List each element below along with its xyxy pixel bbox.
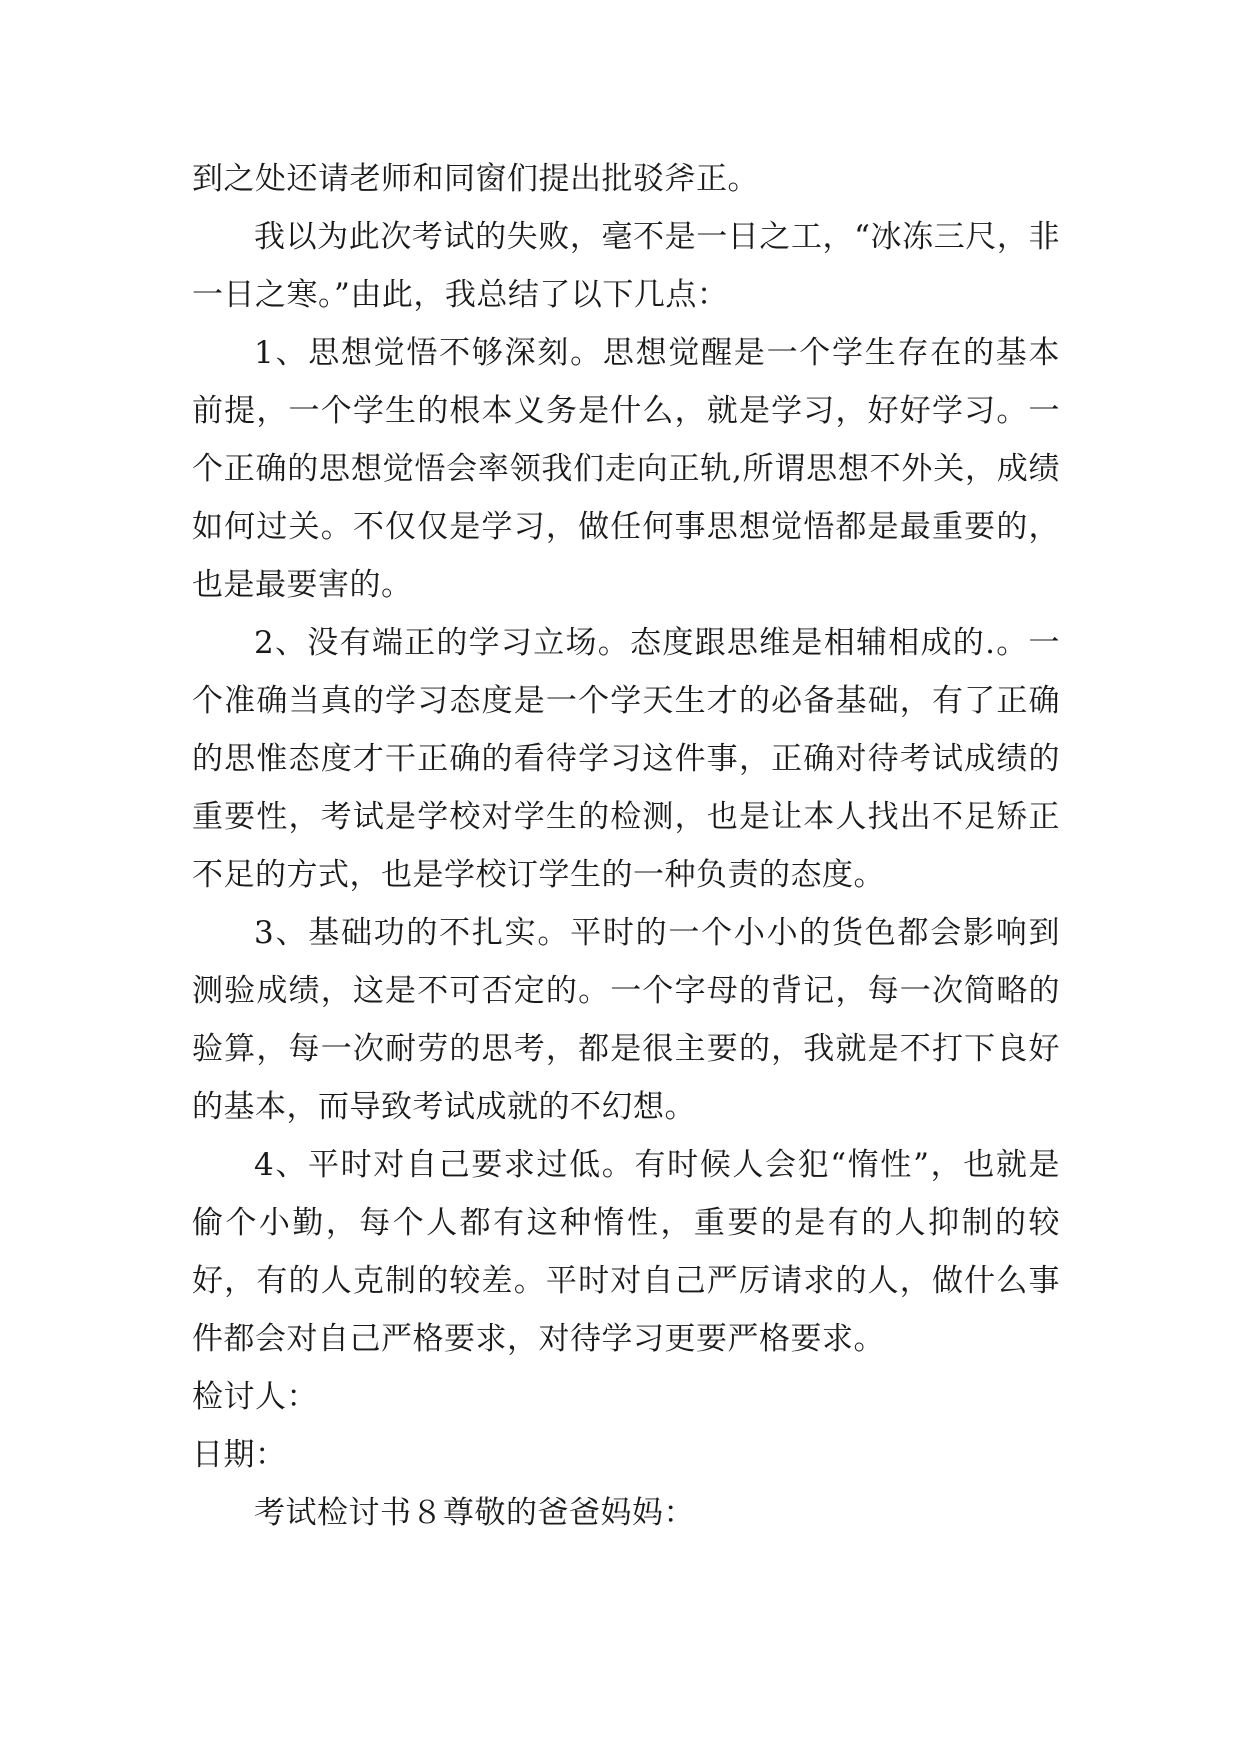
date-label: 日期： xyxy=(192,1437,287,1473)
paragraph-point-2: 2、没有端正的学习立场。态度跟思维是相辅相成的.。一个准确当真的学习态度是一个学天生才的必备基础，有了正确的思惟态度才干正确的看待学习这件事，正确对待考试成绩的重要性，考试是学校对学生的检测，也是让本人找出不足矫正不足的方式，也是学校订学生的一种负责的态度。 xyxy=(192,625,1060,893)
paragraph-point-3: 3、基础功的不扎实。平时的一个小小的货色都会影响到测验成绩，这是不可否定的。一个字母的背记，每一次简略的验算，每一次耐劳的思考，都是很主要的，我就是不打下良好的基本，而导致考试成就的不幻想。 xyxy=(192,915,1060,1125)
reviewer-label: 检讨人： xyxy=(192,1379,318,1415)
next-section-heading: 考试检讨书８尊敬的爸爸妈妈： xyxy=(254,1495,695,1531)
paragraph-continuation: 到之处还请老师和同窗们提出批驳斧正。 xyxy=(192,161,759,197)
document-body xyxy=(192,150,1060,1542)
paragraph-intro: 我以为此次考试的失败，毫不是一日之工，“冰冻三尺，非一日之寒。”由此，我总结了以下几点： xyxy=(192,219,1060,313)
paragraph-point-1: 1、思想觉悟不够深刻。思想觉醒是一个学生存在的基本前提，一个学生的根本义务是什么，就是学习，好好学习。一个正确的思想觉悟会率领我们走向正轨,所谓思想不外关，成绩如何过关。不仅仅是学习，做任何事思想觉悟都是最重要的，也是最要害的。 xyxy=(192,335,1060,603)
paragraph-point-4: 4、平时对自己要求过低。有时候人会犯“惰性”，也就是偷个小勤，每个人都有这种惰性，重要的是有的人抑制的较好，有的人克制的较差。平时对自己严厉请求的人，做什么事件都会对自己严格要求，对待学习更要严格要求。 xyxy=(192,1147,1060,1357)
